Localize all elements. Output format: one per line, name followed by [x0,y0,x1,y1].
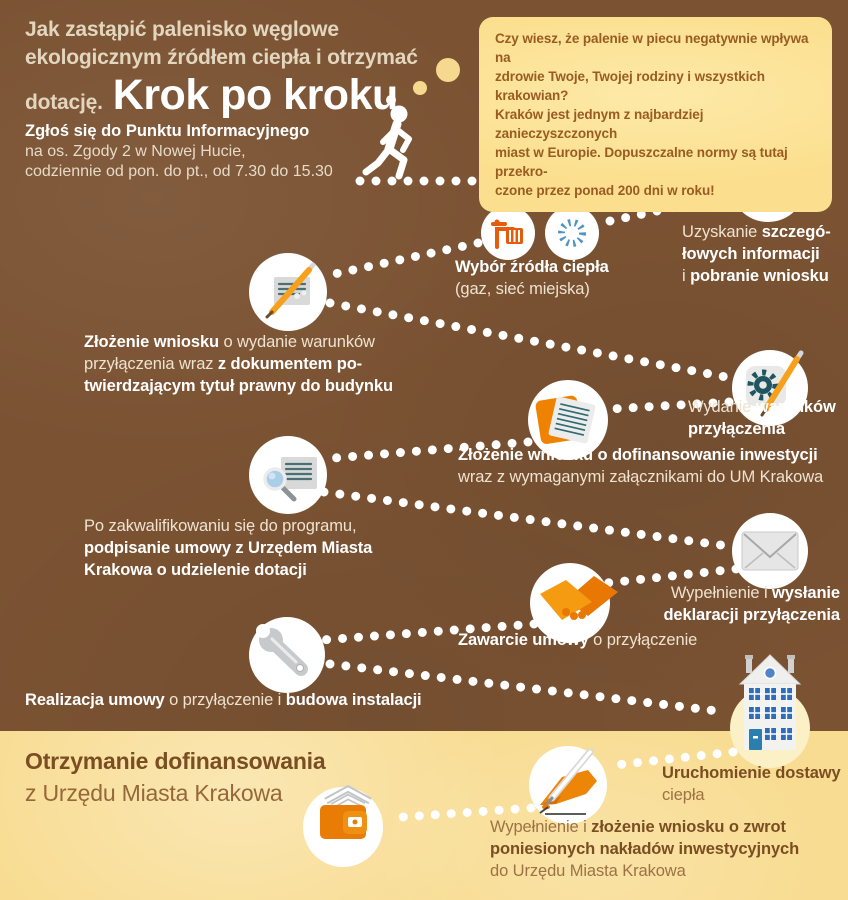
step-text-wniosek-dofinansowanie: Złożenie wniosku o dofinansowanie inwestycji wraz z wymaganymi załącznikami do UM Krakowa [458,446,824,486]
heating-pipes-icon [481,206,535,260]
callout-line: czone przez ponad 200 dni w roku! [495,183,715,198]
info-point-line3: codziennie od pon. do pt., od 7.30 do 15.30 [25,163,333,180]
step-text-zlozenie-wniosku-warunki: Złożenie wniosku o wydanie warunków przyłączenia wraz z dokumentem po- twierdzającym tytuł prawny do budynku [84,333,393,395]
title-line1: Jak zastąpić palenisko węglowe [25,18,339,41]
pollution-callout [479,17,832,212]
step-text-podpisanie-umowy: Po zakwalifikowaniu się do programu, podpisanie umowy z Urzędem Miasta Krakowa o udzielenie dotacji [84,517,373,579]
title-big: Krok po kroku [112,71,398,119]
info-point-text [25,121,333,183]
callout-line: Czy wiesz, że palenie w piecu negatywnie wpływa na [495,31,809,65]
final-heading-line2: z Urzędu Miasta Krakowa [25,780,283,806]
page-title [25,16,418,117]
info-point-line1: Zgłoś się do Punktu Informacyjnego [25,122,310,140]
step-text-wydanie-warunkow: Wydanie warunków przyłączenia [688,398,836,438]
step-text-realizacja-umowy: Realizacja umowy o przyłączenie i budowa instalacji [25,691,422,709]
document-pen-icon [249,253,327,331]
title-prefix: dotację. [25,91,103,114]
callout-line: miast w Europie. Dopuszczalne normy są tutaj przekro- [495,145,788,179]
step-text-wybor-zrodla: Wybór źródła ciepła (gaz, sieć miejska) [455,258,609,298]
magnifier-document-icon [249,436,327,514]
step-text-deklaracja-przylaczenia: Wypełnienie i wysłanie deklaracji przyłączenia [663,584,840,624]
gas-burner-icon [545,206,599,260]
envelope-icon [732,513,808,589]
building-icon [730,655,810,768]
info-point-line2: na os. Zgody 2 w Nowej Hucie, [25,142,246,160]
step-text-uruchomienie-dostawy: Uruchomienie dostawy ciepła [662,764,841,804]
wrench-icon [249,617,325,693]
step-text-uzyskanie-informacji: Uzyskanie szczegó- łowych informacji i pobranie wniosku [682,223,831,285]
step-text-wniosek-zwrot: Wypełnienie i złożenie wniosku o zwrot poniesionych nakładów inwestycyjnych do Urzędu Miasta Krakowa [490,818,800,880]
step-text-zawarcie-umowy: Zawarcie umowy o przyłączenie [458,631,698,649]
callout-line: zdrowie Twoje, Twojej rodziny i wszystkich krakowian? [495,69,765,103]
callout-line: Kraków jest jednym z najbardziej zanieczyszczonych [495,107,704,141]
final-heading-line1: Otrzymanie dofinansowania [25,748,326,774]
title-line2: ekologicznym źródłem ciepła i otrzymać [25,46,418,69]
final-heading [25,745,325,809]
signing-hand-icon [529,746,607,824]
